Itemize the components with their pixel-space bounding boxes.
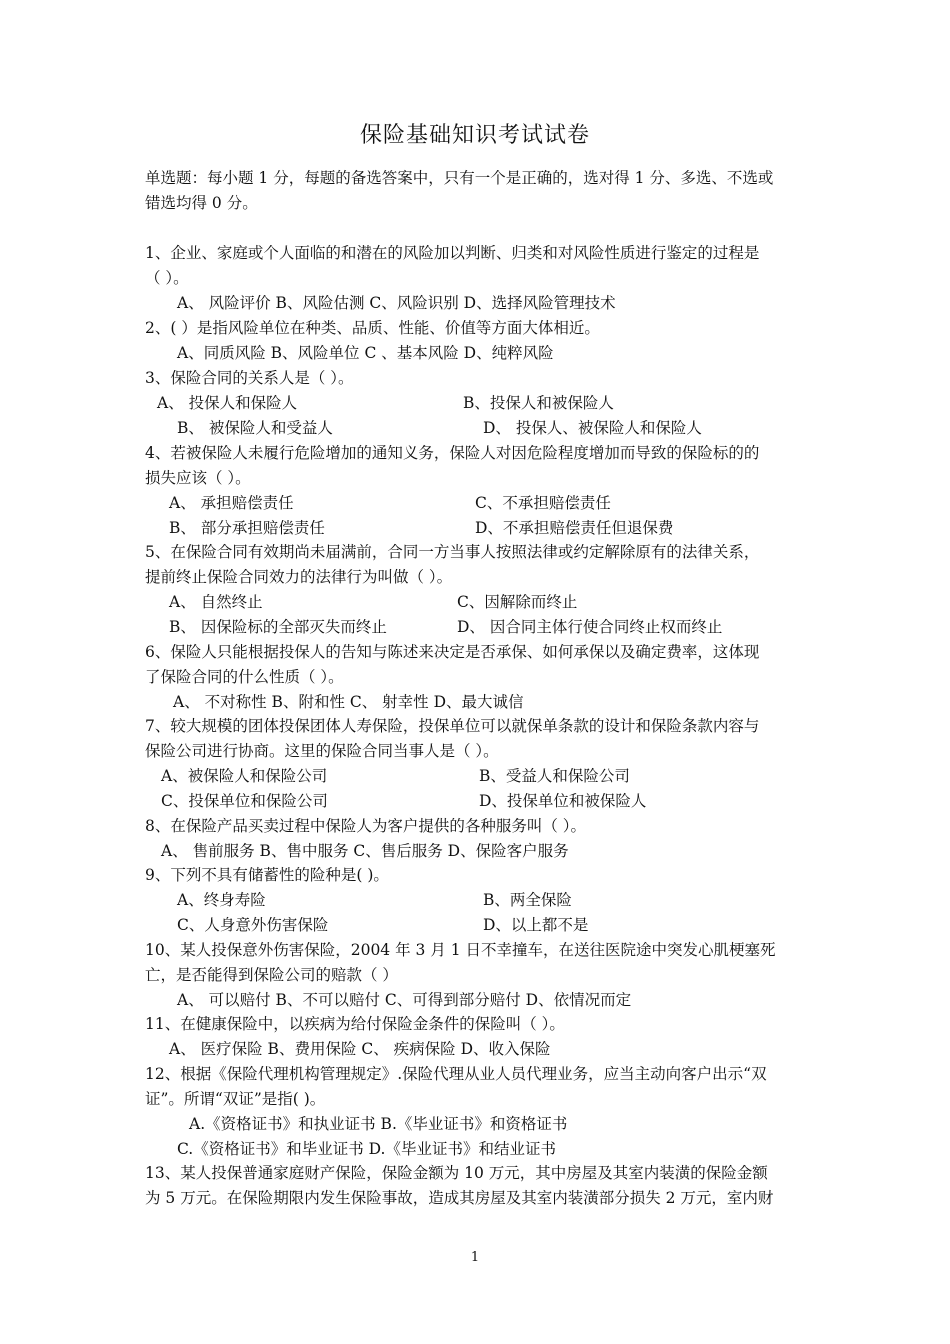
question-line: 12、根据《保险代理机构管理规定》.保险代理从业人员代理业务，应当主动向客户出示“双 <box>145 1065 767 1083</box>
question-line: C.《资格证书》和毕业证书 D.《毕业证书》和结业证书 <box>177 1140 556 1158</box>
question-line: D、 因合同主体行使合同终止权而终止 <box>457 618 723 636</box>
page-title: 保险基础知识考试试卷 <box>359 123 590 148</box>
question-line: B、两全保险 <box>483 891 572 909</box>
question-line: 保险公司进行协商。这里的保险合同当事人是（ ）。 <box>145 742 499 760</box>
question-line: 2、( ）是指风险单位在种类、品质、性能、价值等方面大体相近。 <box>145 319 600 337</box>
question-line: A、 医疗保险 B、费用保险 C、 疾病保险 D、收入保险 <box>169 1040 551 1058</box>
question-line: C、人身意外伤害保险 <box>177 916 329 934</box>
question-line: 1、企业、家庭或个人面临的和潜在的风险加以判断、归类和对风险性质进行鉴定的过程是 <box>145 244 760 262</box>
question-line: 10、某人投保意外伤害保险，2004 年 3 月 1 日不幸撞车，在送往医院途中突发心肌梗塞死 <box>145 941 776 959</box>
question-line: B、投保人和被保险人 <box>463 394 614 412</box>
question-line: C、因解除而终止 <box>457 593 578 611</box>
question-line: 6、保险人只能根据投保人的告知与陈述来决定是否承保、如何承保以及确定费率，这体现 <box>145 643 760 661</box>
question-line: A.《资格证书》和执业证书 B.《毕业证书》和资格证书 <box>189 1115 568 1133</box>
instructions-line-1: 单选题：每小题 1 分，每题的备选答案中，只有一个是正确的，选对得 1 分、多选、不选或 <box>145 169 774 187</box>
question-line: B、 因保险标的全部灭失而终止 <box>169 618 387 636</box>
question-line: A、 自然终止 <box>169 593 263 611</box>
question-line: B、 被保险人和受益人 <box>177 419 333 437</box>
question-line: B、受益人和保险公司 <box>479 767 630 785</box>
question-line: A、 承担赔偿责任 <box>169 494 294 512</box>
question-line: 证”。所谓“双证”是指( )。 <box>145 1090 326 1108</box>
question-line: 亡，是否能得到保险公司的赔款（ ） <box>145 966 398 984</box>
question-line: 4、若被保险人未履行危险增加的通知义务，保险人对因危险程度增加而导致的保险标的的 <box>145 444 760 462</box>
question-line: A、 不对称性 B、附和性 C、 射幸性 D、最大诚信 <box>173 693 524 711</box>
question-line: 13、某人投保普通家庭财产保险，保险金额为 10 万元，其中房屋及其室内装潢的保险金额 <box>145 1164 768 1182</box>
question-line: D、不承担赔偿责任但退保费 <box>475 519 674 537</box>
question-line: D、以上都不是 <box>483 916 589 934</box>
question-line: 损失应该（ ）。 <box>145 469 251 487</box>
question-line: 3、保险合同的关系人是（ ）。 <box>145 369 354 387</box>
question-line: A、终身寿险 <box>177 891 266 909</box>
question-line: A、同质风险 B、风险单位 C 、基本风险 D、纯粹风险 <box>177 344 554 362</box>
question-line: 9、下列不具有储蓄性的险种是( )。 <box>145 866 389 884</box>
question-line: A、 可以赔付 B、不可以赔付 C、可得到部分赔付 D、依情况而定 <box>177 991 632 1009</box>
page-number: 1 <box>470 1250 480 1265</box>
question-line: D、投保单位和被保险人 <box>479 792 647 810</box>
question-line: 7、较大规模的团体投保团体人寿保险，投保单位可以就保单条款的设计和保险条款内容与 <box>145 717 760 735</box>
question-line: B、 部分承担赔偿责任 <box>169 519 325 537</box>
question-line: 了保险合同的什么性质（ ）。 <box>145 668 344 686</box>
question-line: C、投保单位和保险公司 <box>161 792 328 810</box>
question-line: 8、在保险产品买卖过程中保险人为客户提供的各种服务叫（ ）。 <box>145 817 587 835</box>
question-line: A、 风险评价 B、风险估测 C、风险识别 D、选择风险管理技术 <box>177 294 616 312</box>
question-line: D、 投保人、被保险人和保险人 <box>483 419 702 437</box>
question-line: （ ）。 <box>145 269 189 287</box>
question-line: 11、在健康保险中，以疾病为给付保险金条件的保险叫（ ）。 <box>145 1015 565 1033</box>
instructions-line-2: 错选均得 0 分。 <box>145 194 258 212</box>
question-line: A、 投保人和保险人 <box>157 394 298 412</box>
question-line: 5、在保险合同有效期尚未届满前，合同一方当事人按照法律或约定解除原有的法律关系， <box>145 543 760 561</box>
question-line: A、 售前服务 B、售中服务 C、售后服务 D、保险客户服务 <box>161 842 569 860</box>
question-line: 提前终止保险合同效力的法律行为叫做（ ）。 <box>145 568 453 586</box>
question-line: 为 5 万元。在保险期限内发生保险事故，造成其房屋及其室内装潢部分损失 2 万元，室内财 <box>145 1189 774 1207</box>
question-line: C、不承担赔偿责任 <box>475 494 611 512</box>
question-line: A、被保险人和保险公司 <box>161 767 328 785</box>
